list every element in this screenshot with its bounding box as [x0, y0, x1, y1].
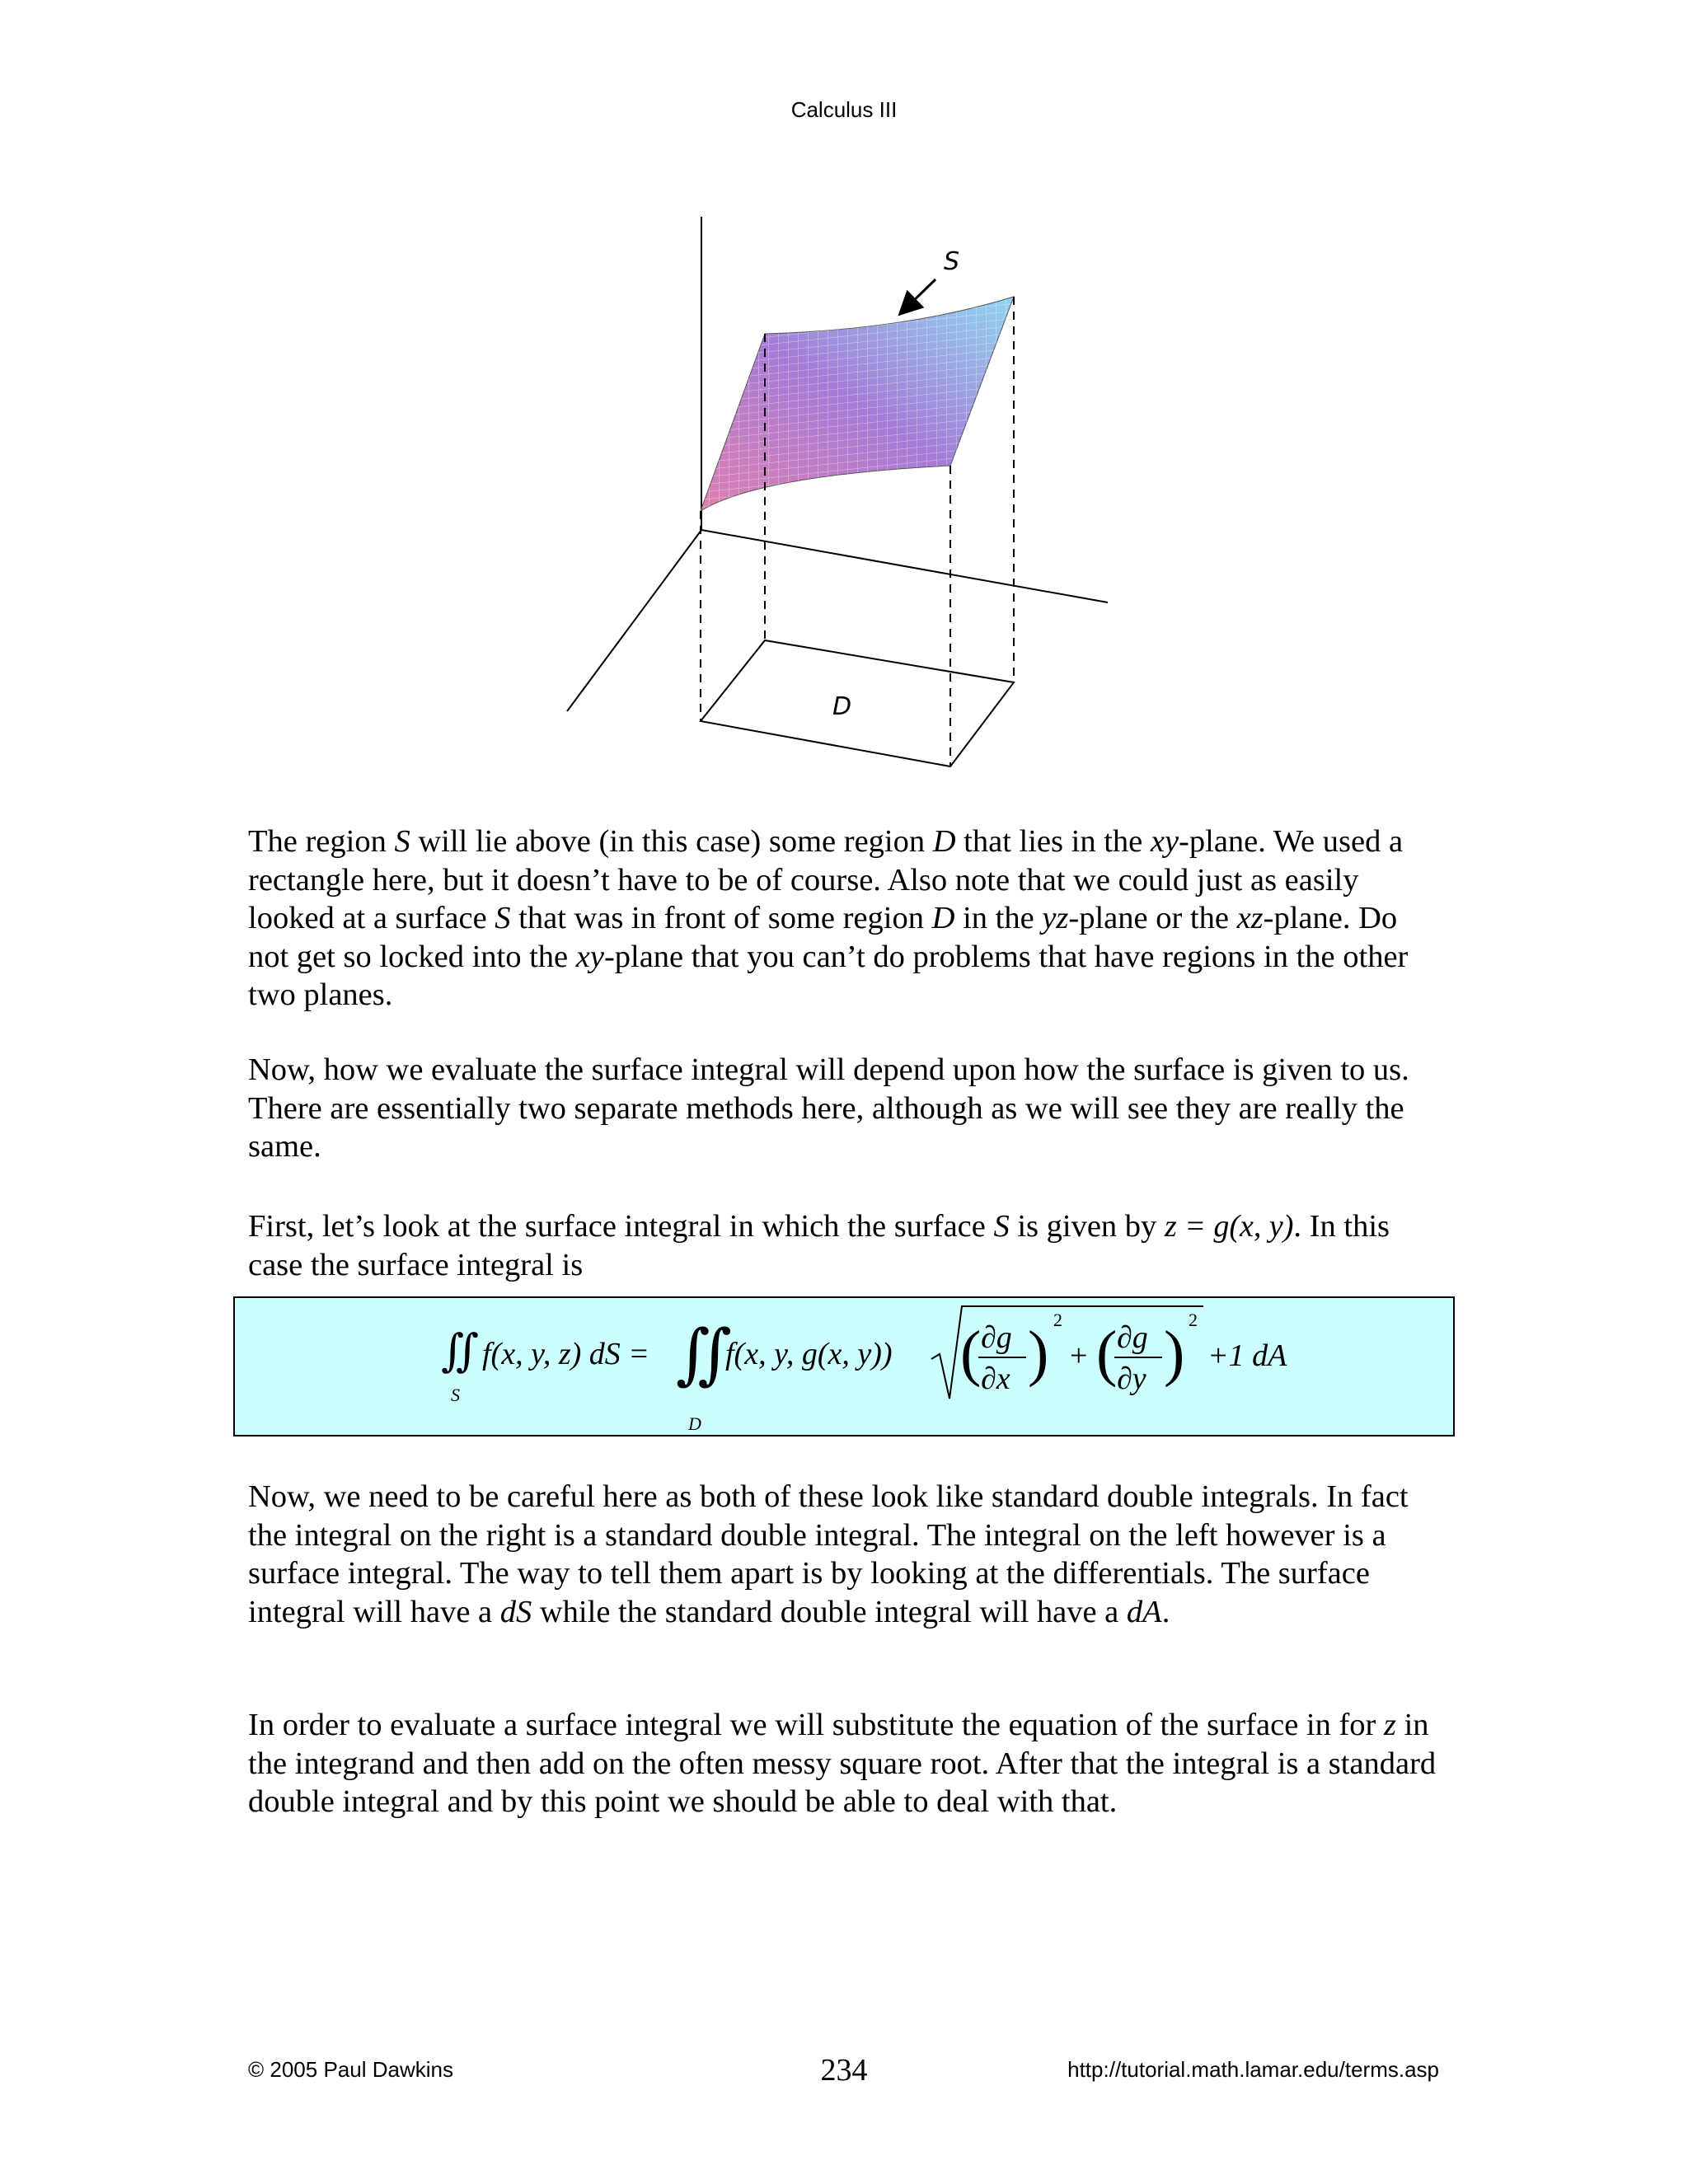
dg-numerator-2: ∂g: [1117, 1320, 1148, 1355]
paragraph-2: Now, how we evaluate the surface integral will depend upon how the surface is given to us. There are essentially two separate methods here, although as we will see they are really the same.: [248, 1052, 1409, 1164]
inline-equation: z = g(x, y): [1164, 1209, 1294, 1244]
paragraph-3: First, let’s look at the surface integral in which the surface S is given by z = g(x, y). In this case the surface integral is: [248, 1209, 1390, 1282]
plus-sign: +: [1070, 1338, 1088, 1373]
dg-numerator-1: ∂g: [981, 1320, 1012, 1355]
formula-tail: +1 dA: [1207, 1338, 1287, 1373]
dx-denominator: ∂x: [981, 1361, 1010, 1396]
surface-integral-formula: [235, 1298, 1453, 1435]
surface-label: S: [944, 247, 960, 276]
region-d: [701, 640, 1014, 766]
footer-url: http://tutorial.math.lamar.edu/terms.asp: [1067, 2057, 1439, 2082]
region-label: D: [832, 692, 852, 721]
page-number: 234: [820, 2053, 868, 2088]
svg-text:(: (: [960, 1319, 982, 1388]
paragraph-5: In order to evaluate a surface integral we will substitute the equation of the surface in for z in the integrand and then add on the often messy square root. After that the integral is a standard double integral and by this point we should be able to deal with that.: [248, 1708, 1437, 1819]
rhs-integrand: f(x, y, g(x, y)): [725, 1337, 893, 1371]
svg-text:): ): [1164, 1319, 1185, 1388]
paragraph-4: Now, we need to be careful here as both of these look like standard double integrals. In fact the integral on the right is a standard double integral. The integral on the left however is a surface integral. The way to tell them apart is by looking at the differentials. The surface integral will have a dS while the standard double integral will have a dA.: [248, 1479, 1409, 1629]
svg-text:(: (: [1096, 1319, 1118, 1388]
lhs-subscript: S: [451, 1385, 460, 1405]
page-header: Calculus III: [790, 97, 898, 122]
arrow-icon: [905, 279, 935, 309]
dy-denominator: ∂y: [1117, 1361, 1146, 1396]
footer-copyright: © 2005 Paul Dawkins: [248, 2057, 453, 2082]
lhs-integrand: f(x, y, z) dS =: [482, 1337, 649, 1371]
exponent-2: 2: [1189, 1310, 1198, 1330]
surface-figure: [560, 210, 1137, 787]
formula-box: [233, 1296, 1455, 1436]
svg-text:): ): [1028, 1319, 1049, 1388]
x-axis: [567, 530, 701, 711]
y-axis: [701, 530, 1108, 602]
exponent-1: 2: [1053, 1310, 1062, 1330]
svg-text:∬: ∬: [441, 1326, 479, 1376]
rhs-subscript: D: [688, 1413, 701, 1434]
svg-text:∬: ∬: [676, 1319, 733, 1391]
paragraph-1: The region S will lie above (in this case) some region D that lies in the xy-plane. We used a rectangle here, but it doesn’t have to be of course. Also note that we could just as easily looked at a surface S that was in front of some region D in the yz-plane or the xz-plane. Do not get so locked into the xy-plane that you can’t do problems that have regions in the other two planes.: [248, 824, 1409, 1012]
